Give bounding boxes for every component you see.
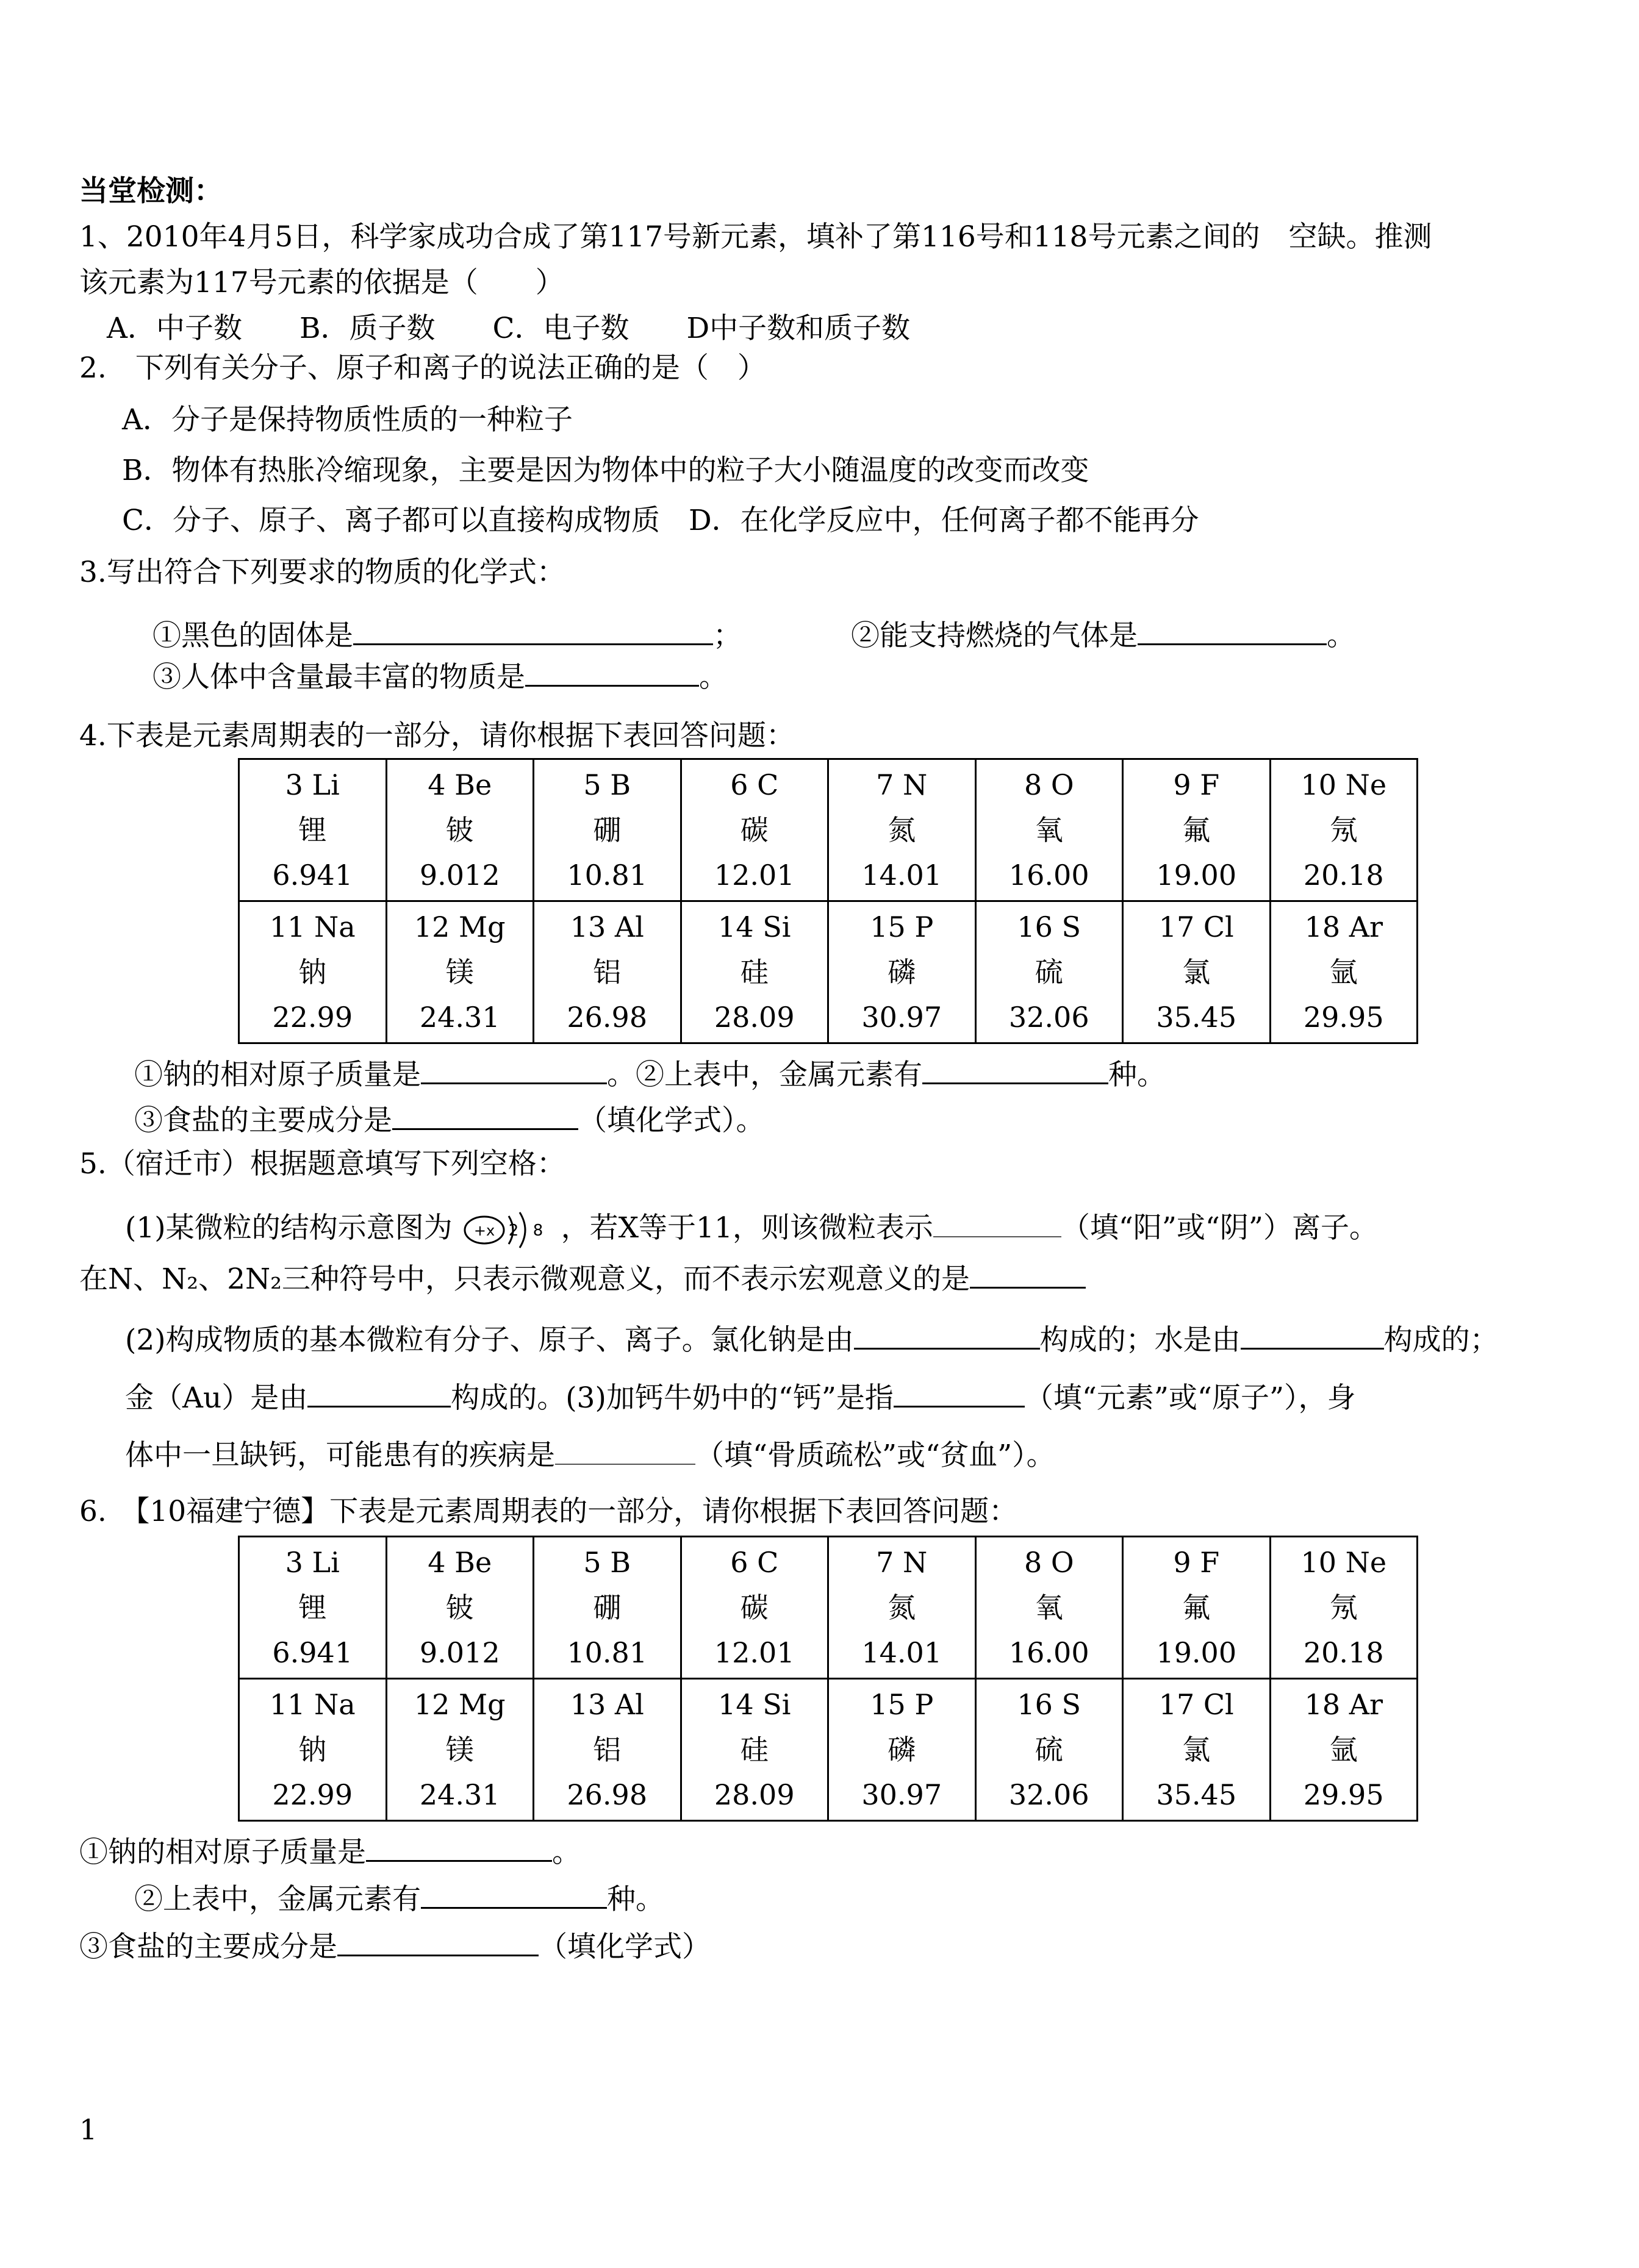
q6-answer-2 bbox=[134, 1883, 664, 1914]
q5-p2-blank1[interactable] bbox=[854, 1323, 1040, 1350]
q4-answer-2 bbox=[134, 1104, 765, 1135]
element-cell: 8 O 氧 16.00 bbox=[975, 1537, 1123, 1679]
q5-p1-end: （填“阳”或“阴”）离子。 bbox=[1061, 1211, 1378, 1245]
q4-a1-blank[interactable] bbox=[421, 1058, 607, 1084]
q5-p1-label: (1)某微粒的结构示意图为 bbox=[125, 1211, 453, 1245]
element-cell: 14 Si 硅 28.09 bbox=[681, 901, 828, 1043]
q3-part1 bbox=[152, 619, 742, 653]
element-cell: 9 F 氟 19.00 bbox=[1123, 759, 1271, 901]
q6-answer-3 bbox=[79, 1930, 711, 1964]
shell-electrons-2: 8 bbox=[533, 1222, 543, 1240]
element-cell: 7 N 氮 14.01 bbox=[828, 1537, 976, 1679]
element-cell: 9 F 氟 19.00 bbox=[1123, 1537, 1271, 1679]
element-cell: 7 N 氮 14.01 bbox=[828, 759, 976, 901]
q3-part3-blank[interactable] bbox=[525, 660, 699, 687]
q5-p4-blank[interactable] bbox=[555, 1439, 695, 1465]
table-row bbox=[239, 1537, 1418, 1679]
q6-stem: 6. 【10福建宁德】下表是元素周期表的一部分，请你根据下表回答问题： bbox=[79, 1495, 1018, 1528]
element-cell: 11 Na 钠 22.99 bbox=[239, 1679, 387, 1821]
q6-a2-blank[interactable] bbox=[421, 1883, 607, 1909]
q4-answer-1 bbox=[134, 1058, 1166, 1092]
element-cell: 16 S 硫 32.06 bbox=[975, 901, 1123, 1043]
q4-a2-label: ③食盐的主要成分是 bbox=[134, 1104, 392, 1137]
q5-line2 bbox=[79, 1262, 1086, 1296]
element-cell: 6 C 碳 12.01 bbox=[681, 1537, 828, 1679]
element-cell: 8 O 氧 16.00 bbox=[975, 759, 1123, 901]
q4-a3-blank[interactable] bbox=[392, 1104, 578, 1130]
table-row bbox=[239, 1679, 1418, 1821]
q4-stem: 4.下表是元素周期表的一部分，请你根据下表回答问题： bbox=[79, 719, 795, 753]
q4-a2-end: （填化学式）。 bbox=[578, 1104, 765, 1137]
element-cell: 13 Al 铝 26.98 bbox=[534, 1679, 681, 1821]
q6-a1-blank[interactable] bbox=[366, 1836, 552, 1862]
q4-a1-end: 种。 bbox=[1108, 1058, 1166, 1092]
element-cell: 4 Be 铍 9.012 bbox=[386, 759, 534, 901]
q5-line2-text: 在N、N₂、2N₂三种符号中，只表示微观意义，而不表示宏观意义的是 bbox=[79, 1262, 970, 1296]
atom-structure-diagram bbox=[461, 1209, 553, 1251]
element-cell: 16 S 硫 32.06 bbox=[975, 1679, 1123, 1821]
q4-a2-blank[interactable] bbox=[922, 1058, 1108, 1084]
q2-option-cd: C．分子、原子、离子都可以直接构成物质 D．在化学反应中，任何离子都不能再分 bbox=[122, 504, 1199, 537]
element-cell: 10 Ne 氖 20.18 bbox=[1270, 759, 1418, 901]
q3-part1-blank[interactable] bbox=[353, 619, 713, 645]
q5-p2-end: 构成的； bbox=[1383, 1323, 1499, 1357]
q5-part2 bbox=[125, 1323, 1499, 1357]
q3-part2 bbox=[851, 619, 1355, 653]
q5-line2-blank[interactable] bbox=[970, 1262, 1086, 1289]
q6-answer-1 bbox=[79, 1836, 581, 1867]
element-cell: 15 P 磷 30.97 bbox=[828, 1679, 976, 1821]
q3-part1-label: ①黑色的固体是 bbox=[152, 619, 353, 653]
q3-part3-end: 。 bbox=[699, 660, 728, 694]
periodic-table-1 bbox=[238, 758, 1418, 1044]
q5-p3-label: 金（Au）是由 bbox=[125, 1381, 308, 1415]
q5-p4-end: （填“骨质疏松”或“贫血”）。 bbox=[695, 1439, 1055, 1472]
q5-p2-label: (2)构成物质的基本微粒有分子、原子、离子。氯化钠是由 bbox=[125, 1323, 854, 1357]
q6-a2-label: ②上表中，金属元素有 bbox=[134, 1883, 421, 1916]
q5-p3-end: （填“元素”或“原子”），身 bbox=[1024, 1381, 1356, 1415]
q4-a1-label: ①钠的相对原子质量是 bbox=[134, 1058, 421, 1092]
page-number: 1 bbox=[79, 2113, 98, 2146]
q5-part3 bbox=[125, 1381, 1356, 1415]
shell-arc-2 bbox=[520, 1212, 525, 1248]
q6-a3-end: （填化学式） bbox=[539, 1930, 711, 1964]
q3-part2-blank[interactable] bbox=[1138, 619, 1327, 645]
q6-a2-end: 种。 bbox=[607, 1883, 664, 1916]
element-cell: 12 Mg 镁 24.31 bbox=[386, 1679, 534, 1821]
element-cell: 17 Cl 氯 35.45 bbox=[1123, 901, 1271, 1043]
element-cell: 6 C 碳 12.01 bbox=[681, 759, 828, 901]
element-cell: 15 P 磷 30.97 bbox=[828, 901, 976, 1043]
element-cell: 4 Be 铍 9.012 bbox=[386, 1537, 534, 1679]
element-cell: 5 B 硼 10.81 bbox=[534, 759, 681, 901]
q3-part1-end: ； bbox=[713, 619, 742, 653]
table-row bbox=[239, 759, 1418, 901]
q3-stem: 3.写出符合下列要求的物质的化学式： bbox=[79, 556, 565, 589]
q2-stem: 2. 下列有关分子、原子和离子的说法正确的是（ ） bbox=[79, 351, 766, 385]
q6-a1-end: 。 bbox=[552, 1836, 581, 1869]
element-cell: 12 Mg 镁 24.31 bbox=[386, 901, 534, 1043]
q5-p2-mid: 构成的；水是由 bbox=[1039, 1323, 1241, 1357]
element-cell: 14 Si 硅 28.09 bbox=[681, 1679, 828, 1821]
q3-part2-label: ②能支持燃烧的气体是 bbox=[851, 619, 1138, 653]
element-cell: 17 Cl 氯 35.45 bbox=[1123, 1679, 1271, 1821]
q4-a1-mid: 。②上表中，金属元素有 bbox=[607, 1058, 922, 1092]
q5-p4-label: 体中一旦缺钙，可能患有的疾病是 bbox=[125, 1439, 555, 1472]
element-cell: 3 Li 锂 6.941 bbox=[239, 759, 387, 901]
table-row bbox=[239, 901, 1418, 1043]
q3-part2-end: 。 bbox=[1327, 619, 1355, 653]
q1-options: A．中子数 B．质子数 C．电子数 D中子数和质子数 bbox=[107, 312, 911, 345]
q3-part3 bbox=[152, 660, 728, 692]
q5-p3-blank1[interactable] bbox=[307, 1381, 451, 1408]
q6-a3-label: ③食盐的主要成分是 bbox=[79, 1930, 337, 1964]
q5-p3-mid: 构成的。(3)加钙牛奶中的“钙”是指 bbox=[451, 1381, 894, 1415]
q6-a3-blank[interactable] bbox=[337, 1930, 539, 1956]
periodic-table-2 bbox=[238, 1536, 1418, 1822]
element-cell: 5 B 硼 10.81 bbox=[534, 1537, 681, 1679]
q1-line2: 该元素为117号元素的依据是（ ） bbox=[79, 266, 564, 299]
element-cell: 11 Na 钠 22.99 bbox=[239, 901, 387, 1043]
element-cell: 18 Ar 氩 29.95 bbox=[1270, 1679, 1418, 1821]
shell-electrons-1: 2 bbox=[508, 1222, 518, 1240]
q5-p3-blank2[interactable] bbox=[894, 1381, 1025, 1408]
q2-option-a: A．分子是保持物质性质的一种粒子 bbox=[122, 403, 573, 437]
element-cell: 18 Ar 氩 29.95 bbox=[1270, 901, 1418, 1043]
element-cell: 13 Al 铝 26.98 bbox=[534, 901, 681, 1043]
element-cell: 3 Li 锂 6.941 bbox=[239, 1537, 387, 1679]
q3-part3-label: ③人体中含量最丰富的物质是 bbox=[152, 660, 525, 694]
section-heading: 当堂检测： bbox=[79, 174, 223, 208]
q5-part4 bbox=[125, 1439, 1055, 1470]
q5-p1-blank[interactable] bbox=[933, 1212, 1061, 1237]
element-cell: 10 Ne 氖 20.18 bbox=[1270, 1537, 1418, 1679]
q5-part1 bbox=[125, 1209, 1378, 1251]
q1-line1: 1、2010年4月5日，科学家成功合成了第117号新元素，填补了第116号和118号元素之间的 空缺。推测 bbox=[79, 220, 1432, 254]
q2-option-b: B．物体有热胀冷缩现象，主要是因为物体中的粒子大小随温度的改变而改变 bbox=[122, 454, 1089, 487]
q5-p1-mid: ，若X等于11，则该微粒表示 bbox=[561, 1211, 933, 1245]
nucleus-charge: +x bbox=[473, 1222, 495, 1239]
q5-p2-blank2[interactable] bbox=[1241, 1323, 1384, 1350]
q6-a1-label: ①钠的相对原子质量是 bbox=[79, 1836, 366, 1869]
q5-stem: 5.（宿迁市）根据题意填写下列空格： bbox=[79, 1147, 565, 1181]
